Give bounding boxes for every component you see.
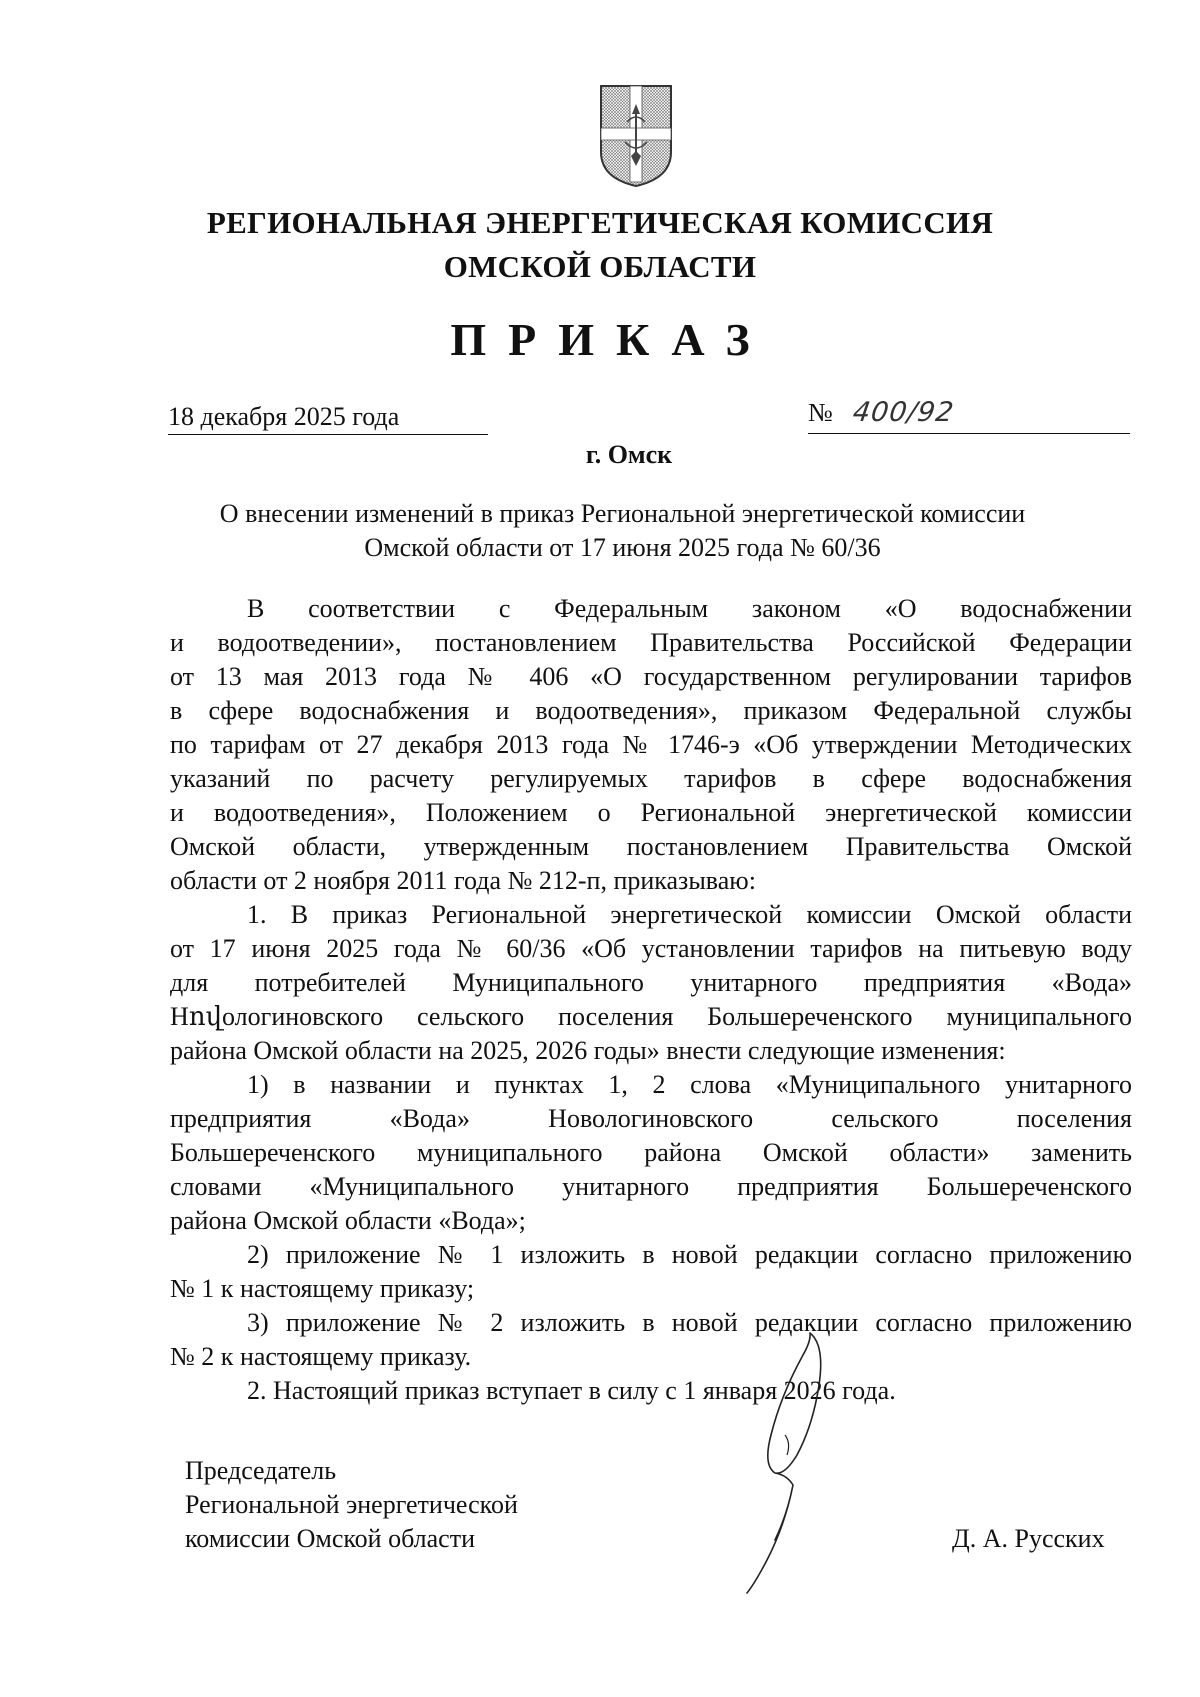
document-date: 18 декабря 2025 года <box>168 400 488 435</box>
body-line: в сфере водоснабжения и водоотведения», приказом Федеральной службы <box>170 696 1132 725</box>
body-line: для потребителей Муниципального унитарного предприятия «Вода» <box>170 968 1132 997</box>
body-line: № 1 к настоящему приказу; <box>170 1274 475 1303</box>
body-line: по тарифам от 27 декабря 2013 года № 1746-э «Об утверждении Методических <box>170 730 1132 759</box>
coat-of-arms-emblem <box>597 82 675 190</box>
body-line: от 13 мая 2013 года № 406 «О государственном регулировании тарифов <box>170 662 1132 691</box>
body-line: 2) приложение № 1 изложить в новой редакции согласно приложению <box>247 1240 1132 1269</box>
city-of-issue: г. Омск <box>585 440 673 469</box>
organization-name-line-2: ОМСКОЙ ОБЛАСТИ <box>443 249 757 284</box>
body-line: района Омской области «Вода»; <box>170 1206 526 1235</box>
body-line: от 17 июня 2025 года № 60/36 «Об установлении тарифов на питьевую воду <box>170 934 1132 963</box>
handwritten-signature <box>715 1325 835 1600</box>
signer-name: Д. А. Русских <box>952 1524 1105 1553</box>
body-line: Омской области, утвержденным постановлением Правительства Омской <box>170 832 1132 861</box>
organization-name-line-1: РЕГИОНАЛЬНАЯ ЭНЕРГЕТИЧЕСКАЯ КОМИССИЯ <box>206 205 994 240</box>
body-line: и водоотведении», постановлением Правительства Российской Федерации <box>170 628 1132 657</box>
body-line: № 2 к настоящему приказу. <box>170 1342 472 1371</box>
body-line: предприятия «Вода» Новологиновского сельского поселения <box>170 1104 1132 1133</box>
body-line: словами «Муниципального унитарного предприятия Большереченского <box>170 1172 1132 1201</box>
signer-title-line: Председатель <box>185 1456 337 1485</box>
signer-title-line: Региональной энергетической <box>185 1490 518 1519</box>
body-line: области от 2 ноября 2011 года № 212-п, приказываю: <box>170 866 756 895</box>
body-line: и водоотведения», Положением о Региональной энергетической комиссии <box>170 798 1132 827</box>
body-line: В соответствии с Федеральным законом «О водоснабжении <box>247 594 1132 623</box>
body-line: 2. Настоящий приказ вступает в силу с 1 января 2026 года. <box>247 1376 896 1405</box>
subject-line: Омской области от 17 июня 2025 года № 60/36 <box>364 533 881 562</box>
subject-line: О внесении изменений в приказ Региональной энергетической комиссии <box>219 499 1026 528</box>
body-line: указаний по расчету регулируемых тарифов в сфере водоснабжения <box>170 764 1132 793</box>
body-line: района Омской области на 2025, 2026 годы» внести следующие изменения: <box>170 1036 1006 1065</box>
body-line: Нովологиновского сельского поселения Большереченского муниципального <box>170 1002 1132 1031</box>
body-line: 1. В приказ Региональной энергетической комиссии Омской области <box>247 900 1132 929</box>
body-line: 3) приложение № 2 изложить в новой редакции согласно приложению <box>247 1308 1132 1337</box>
document-type-title: ПРИКАЗ <box>450 314 772 365</box>
signer-title-line: комиссии Омской области <box>185 1524 475 1553</box>
number-label: № <box>808 398 833 427</box>
body-line: Большереченского муниципального района Омской области» заменить <box>170 1138 1132 1167</box>
document-number-field <box>808 396 1130 434</box>
handwritten-document-number: 400/92 <box>851 397 957 428</box>
body-line: 1) в названии и пунктах 1, 2 слова «Муниципального унитарного <box>247 1070 1132 1099</box>
